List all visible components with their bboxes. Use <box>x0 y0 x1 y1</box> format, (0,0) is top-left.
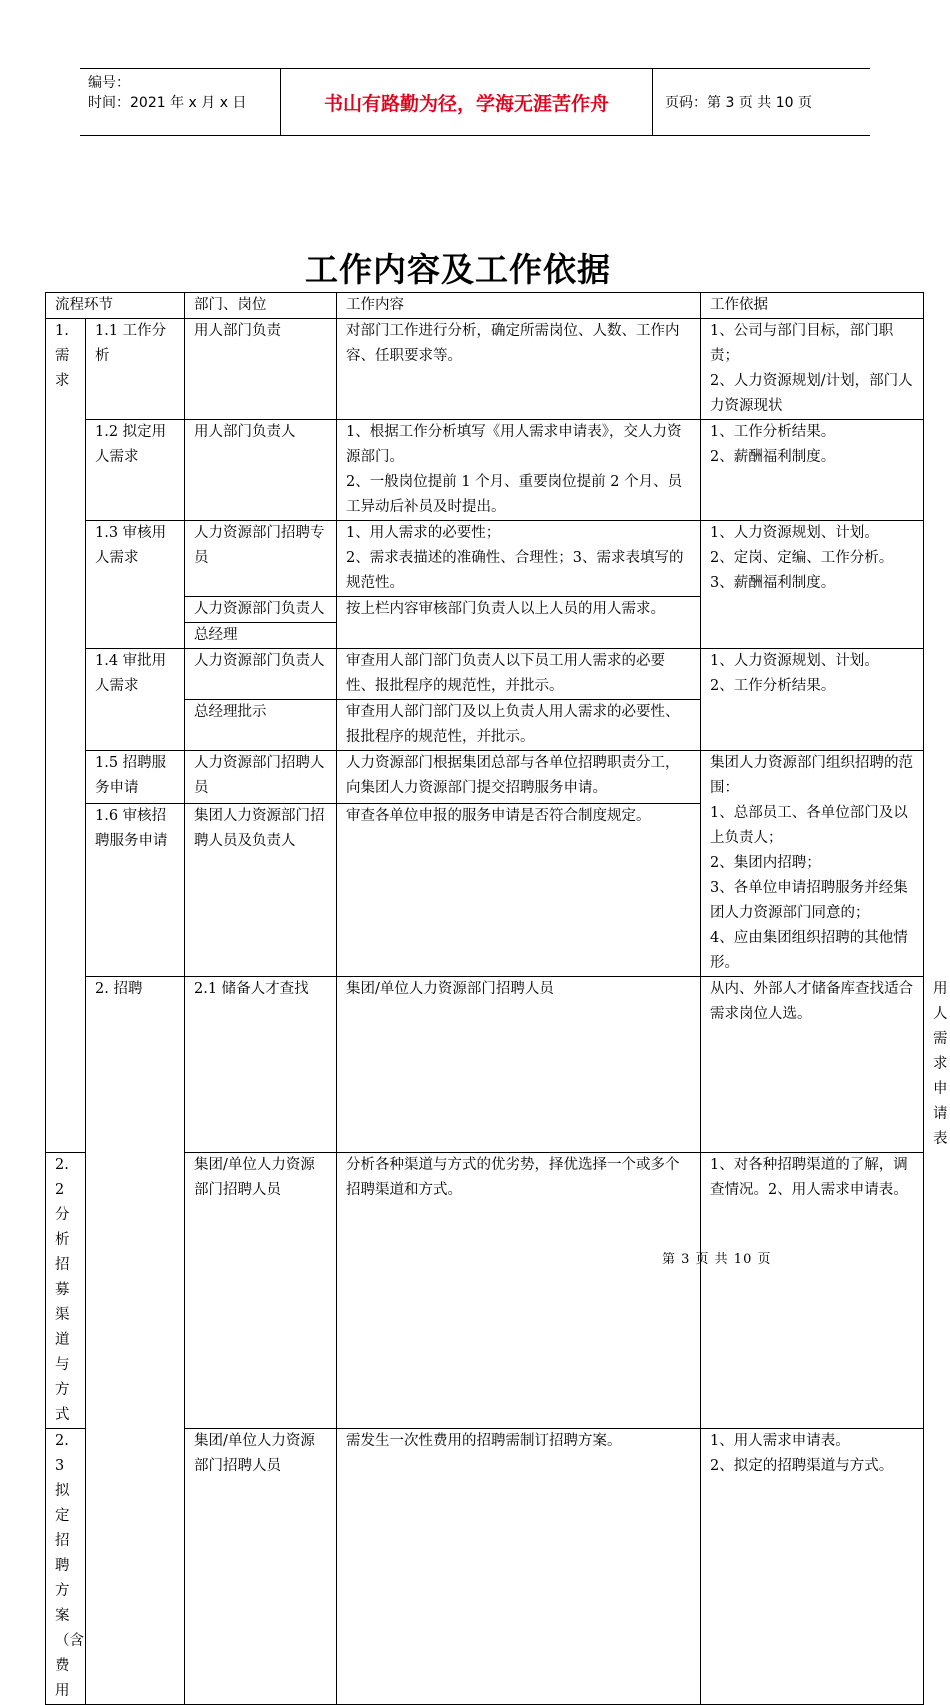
page-header <box>80 68 870 136</box>
basis-line: 1、人力资源规划、计划。 <box>710 653 879 669</box>
content-cell: 审查用人部门部门及以上负责人用人需求的必要性、报批程序的规范性，并批示。 <box>337 700 701 751</box>
content-cell: 人力资源部门根据集团总部与各单位招聘职责分工，向集团人力资源部门提交招聘服务申请。 <box>337 751 701 804</box>
table-row <box>46 319 924 420</box>
step-cell: 2.3 拟定招聘方案（含费用 <box>46 1429 86 1705</box>
motto: 书山有路勤为径，学海无涯苦作舟 <box>323 92 609 115</box>
doc-meta <box>80 69 281 135</box>
basis-line: 2、工作分析结果。 <box>710 678 836 694</box>
content-line: 2、一般岗位提前 1 个月、重要岗位提前 2 个月、员工异动后补员及时提出。 <box>346 474 683 515</box>
number-label: 编号： <box>88 75 130 91</box>
step-cell: 1.1 工作分析 <box>86 319 185 420</box>
step-cell: 2.2 分析招募渠道与方式 <box>46 1153 86 1429</box>
content-line: 2、需求表描述的准确性、合理性；3、需求表填写的规范性。 <box>346 550 684 591</box>
table-row <box>46 751 924 804</box>
basis-cell <box>701 319 924 420</box>
basis-line: 1、总部员工、各单位部门及以上负责人； <box>710 805 908 846</box>
step-cell: 2.1 储备人才查找 <box>185 977 337 1153</box>
content-cell: 审查用人部门部门负责人以下员工用人需求的必要性、报批程序的规范性，并批示。 <box>337 649 701 700</box>
basis-line: 2、薪酬福利制度。 <box>710 449 836 465</box>
dept-cell: 人力资源部门负责人 <box>185 597 337 623</box>
dept-cell: 人力资源部门负责人 <box>185 649 337 700</box>
step-cell: 1.2 拟定用人需求 <box>86 420 185 521</box>
content-cell: 需发生一次性费用的招聘需制订招聘方案。 <box>337 1429 701 1705</box>
dept-cell: 人力资源部门招聘专员 <box>185 521 337 597</box>
basis-line: 1、用人需求申请表。 <box>710 1433 850 1449</box>
basis-cell <box>701 521 924 649</box>
stage-cell-demand: 1. 需求 <box>46 319 86 1153</box>
table-header-row <box>46 293 924 319</box>
basis-cell <box>701 1429 924 1705</box>
dept-cell: 集团人力资源部门招聘人员及负责人 <box>185 804 337 977</box>
work-content-table <box>45 292 948 1705</box>
basis-cell <box>701 751 924 977</box>
col-header-basis: 工作依据 <box>701 293 924 319</box>
basis-line: 2、定岗、定编、工作分析。 <box>710 550 894 566</box>
dept-cell: 人力资源部门招聘人员 <box>185 751 337 804</box>
content-cell: 按上栏内容审核部门负责人以上人员的用人需求。 <box>337 597 701 649</box>
content-line: 1、用人需求的必要性； <box>346 525 501 541</box>
dept-cell: 总经理 <box>185 623 337 649</box>
table-row <box>46 420 924 521</box>
dept-cell: 集团/单位人力资源部门招聘人员 <box>337 977 701 1153</box>
basis-line: 3、薪酬福利制度。 <box>710 575 836 591</box>
content-cell: 从内、外部人才储备库查找适合需求岗位人选。 <box>701 977 924 1153</box>
dept-cell: 集团/单位人力资源部门招聘人员 <box>185 1153 337 1429</box>
col-header-content: 工作内容 <box>337 293 701 319</box>
basis-cell: 1、对各种招聘渠道的了解，调查情况。2、用人需求申请表。 <box>701 1153 924 1429</box>
content-line: 1、根据工作分析填写《用人需求申请表》，交人力资源部门。 <box>346 424 682 465</box>
basis-line: 集团人力资源部门组织招聘的范围： <box>710 755 913 796</box>
basis-line: 3、各单位申请招聘服务并经集团人力资源部门同意的； <box>710 880 908 921</box>
basis-line: 1、工作分析结果。 <box>710 424 836 440</box>
basis-line: 1、人力资源规划、计划。 <box>710 525 879 541</box>
basis-line: 2、拟定的招聘渠道与方式。 <box>710 1458 894 1474</box>
page-footer: 第 3 页 共 10 页 <box>662 1252 772 1267</box>
col-header-dept: 部门、岗位 <box>185 293 337 319</box>
dept-cell: 集团/单位人力资源部门招聘人员 <box>185 1429 337 1705</box>
content-cell: 对部门工作进行分析，确定所需岗位、人数、工作内容、任职要求等。 <box>337 319 701 420</box>
step-cell: 1.4 审批用人需求 <box>86 649 185 751</box>
basis-line: 2、人力资源规划/计划，部门人力资源现状 <box>710 373 913 414</box>
step-cell: 1.3 审核用人需求 <box>86 521 185 649</box>
dept-cell: 用人部门负责 <box>185 319 337 420</box>
table-row <box>46 521 924 597</box>
basis-line: 1、公司与部门目标，部门职责； <box>710 323 894 364</box>
content-cell <box>337 420 701 521</box>
step-cell: 1.5 招聘服务申请 <box>86 751 185 804</box>
stage-cell-recruit: 2. 招聘 <box>86 977 185 1705</box>
page-label: 页码：第 3 页 共 10 页 <box>665 95 812 111</box>
basis-line: 4、应由集团组织招聘的其他情形。 <box>710 930 908 971</box>
motto-cell <box>281 69 653 135</box>
basis-cell <box>701 649 924 751</box>
step-cell: 1.6 审核招聘服务申请 <box>86 804 185 977</box>
content-cell: 审查各单位申报的服务申请是否符合制度规定。 <box>337 804 701 977</box>
content-cell <box>337 521 701 597</box>
table-row: 2. 招聘 2.1 储备人才查找 集团/单位人力资源部门招聘人员 从内、外部人才储备库查找适合需求岗位人选。 用人需求申请表 <box>46 977 924 1153</box>
basis-line: 2、集团内招聘； <box>710 855 821 871</box>
dept-cell: 用人部门负责人 <box>185 420 337 521</box>
content-cell: 分析各种渠道与方式的优劣势，择优选择一个或多个招聘渠道和方式。 <box>337 1153 701 1429</box>
table-row <box>46 649 924 700</box>
page-title: 工作内容及工作依据 <box>305 250 611 289</box>
time-label: 时间：2021 年 x 月 x 日 <box>88 95 247 111</box>
dept-cell: 总经理批示 <box>185 700 337 751</box>
col-header-process: 流程环节 <box>46 293 185 319</box>
basis-cell <box>701 420 924 521</box>
